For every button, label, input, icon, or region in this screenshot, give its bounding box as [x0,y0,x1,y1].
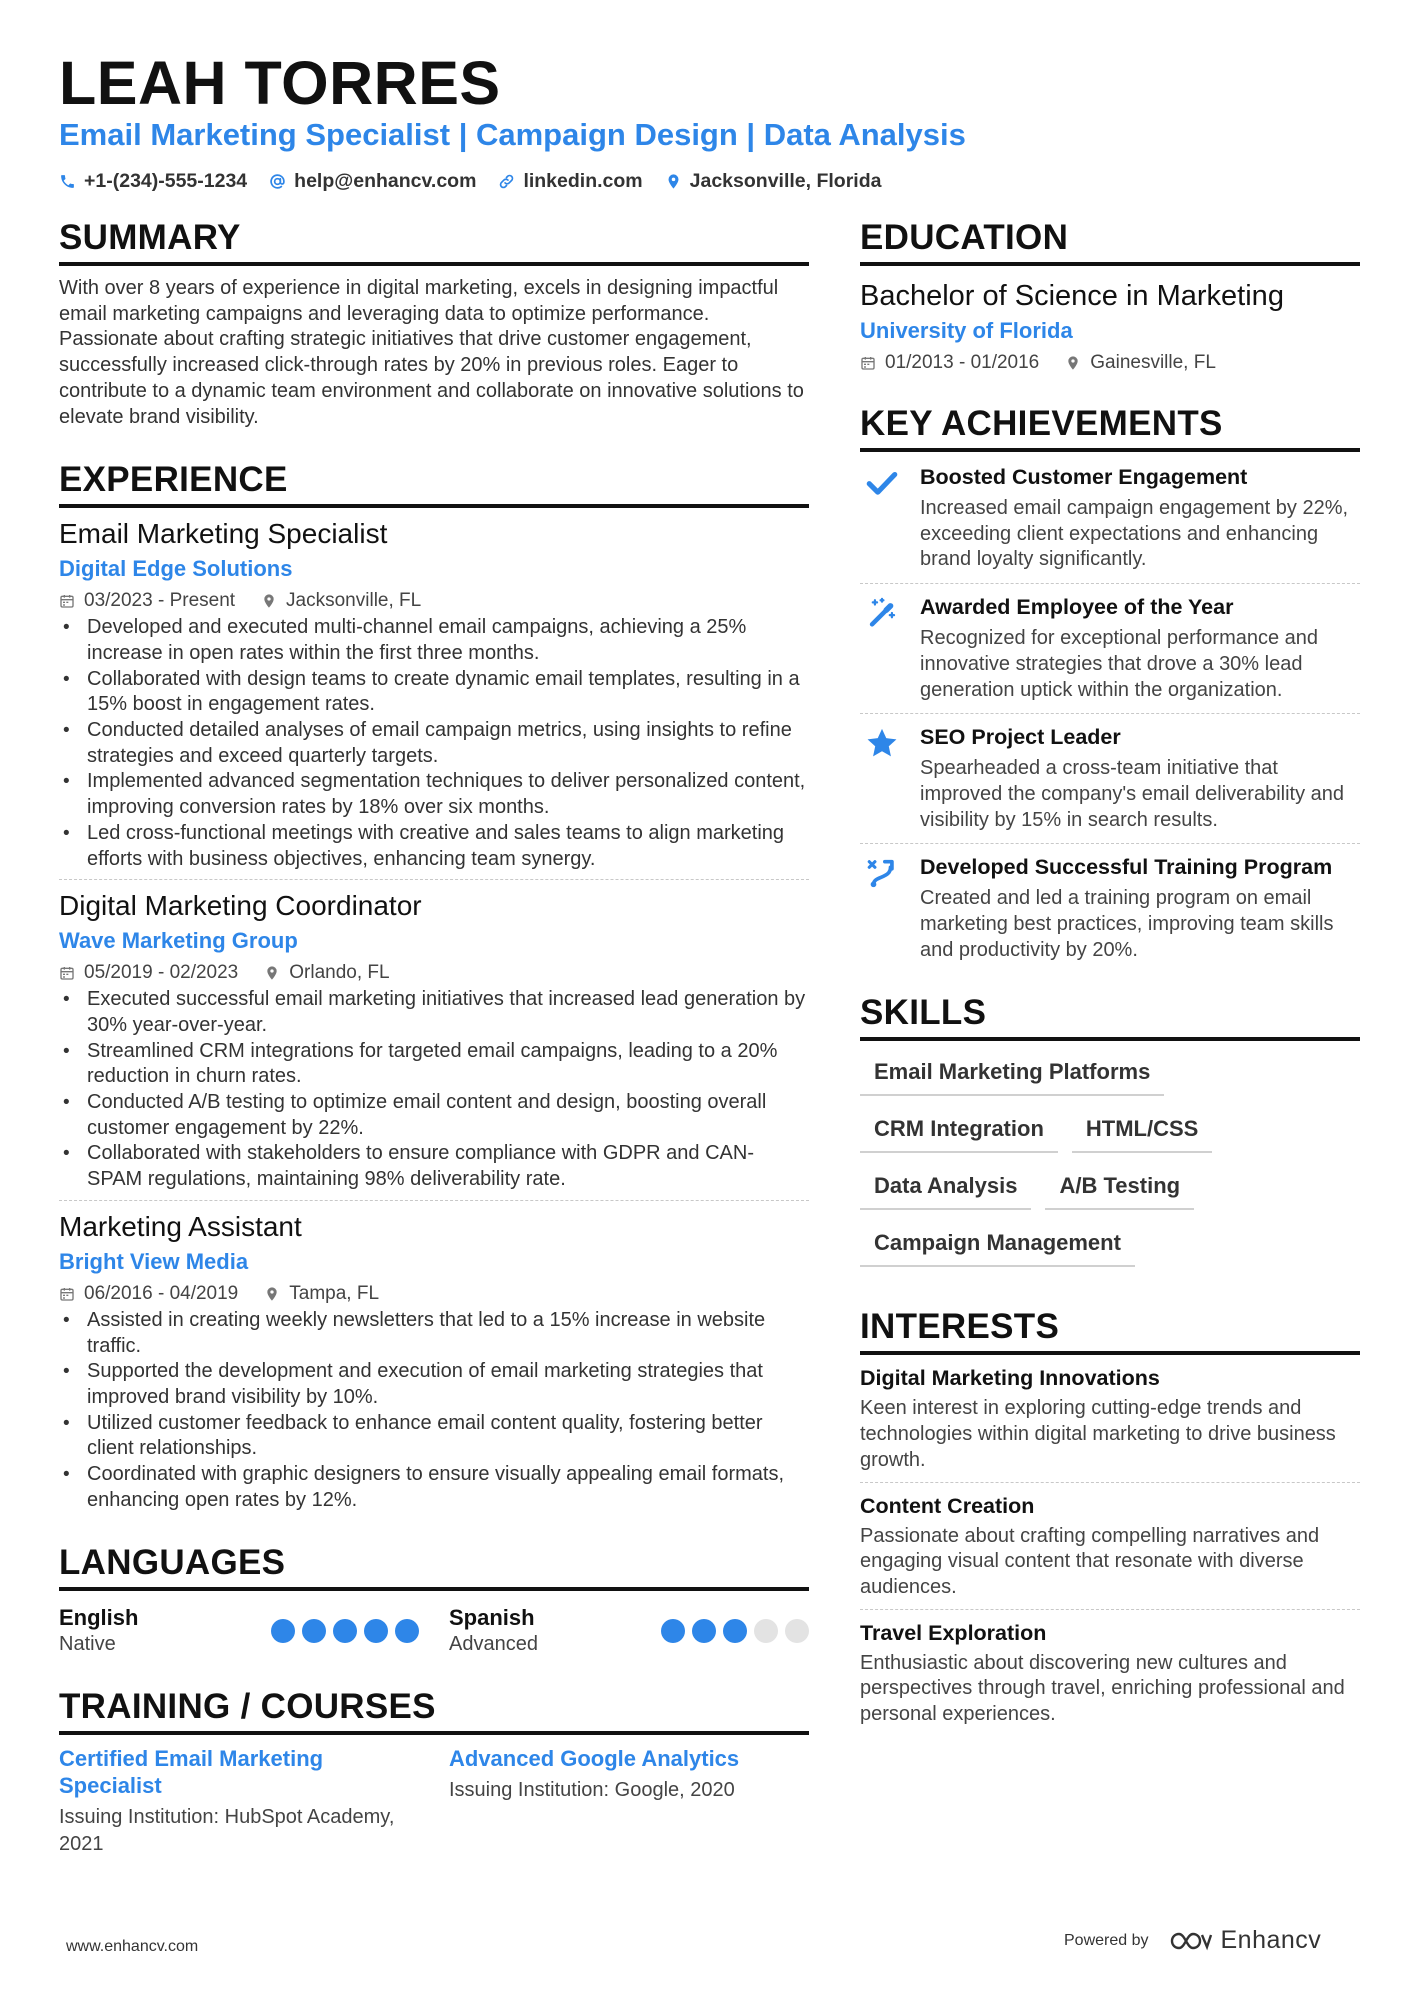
skill-tag: A/B Testing [1045,1167,1194,1210]
education-school: University of Florida [860,318,1073,343]
job-bullet: • Assisted in creating weekly newsletters that led to a 15% increase in website traffic. [59,1308,809,1359]
language-rating [661,1619,809,1643]
right-column [860,218,1360,1736]
contact-location [665,170,882,193]
skill-tag: CRM Integration [860,1110,1058,1153]
achievement-body [920,464,1360,573]
job-location-text: Tampa, FL [289,1282,380,1304]
achievement-title: SEO Project Leader [920,725,1121,750]
summary-heading: SUMMARY [59,218,809,266]
interest-item [860,1482,1360,1609]
job-meta [59,590,809,612]
interest-item [860,1355,1360,1481]
interest-title: Content Creation [860,1493,1035,1518]
job-location [264,962,389,984]
skills-heading: SKILLS [860,993,1360,1041]
job-dates-text: 06/2016 - 04/2019 [84,1282,239,1304]
candidate-name: LEAH TORRES [59,49,501,117]
rating-dot [785,1619,809,1643]
location-pin-icon [264,965,280,981]
achievements-section [860,404,1360,973]
location-pin-icon [261,593,277,609]
job-title: Marketing Assistant [59,1210,302,1242]
achievement-body [920,854,1360,963]
rating-dot [395,1619,419,1643]
rating-dot [692,1619,716,1643]
footer-url[interactable]: www.enhancv.com [66,1938,199,1955]
languages-heading: LANGUAGES [59,1543,809,1591]
achievement-desc: Created and led a training program on email marketing best practices, improving team skills and productivity by 20%. [920,887,1334,961]
skill-tag: Email Marketing Platforms [860,1053,1164,1096]
language-rating [271,1619,419,1643]
job-bullet: • Led cross-functional meetings with creative and sales teams to align marketing efforts with business objectives, enhancing team synergy. [59,821,809,872]
language-name: English [59,1604,139,1630]
job-bullet: • Utilized customer feedback to enhance email content quality, fostering better client relationships. [59,1411,809,1462]
job-entry [59,516,809,879]
job-dates [59,962,238,984]
job-title: Digital Marketing Coordinator [59,890,422,922]
contact-email[interactable] [269,170,476,193]
job-bullet: • Conducted detailed analyses of email campaign metrics, using insights to refine strategies and exceed quarterly targets. [59,718,809,769]
calendar-icon [59,965,75,981]
enhancv-logo-icon [1169,1930,1213,1952]
job-location-text: Jacksonville, FL [286,590,422,612]
candidate-tagline: Email Marketing Specialist | Campaign Design | Data Analysis [59,117,966,152]
summary-text: With over 8 years of experience in digital marketing, excels in designing impactful email marketing campaigns and leveraging data to optimize performance. Passionate about crafting strategic initiatives that drive customer engagement, successfully increased click-through rates by 20% in previous roles. Eager to contribute to a dynamic team environment and collaborate on innovative solutions to elevate brand visibility. [59,277,804,428]
star-icon [860,724,904,833]
course-institution: Issuing Institution: Google, 2020 [449,1778,735,1801]
interest-list [860,1355,1360,1735]
at-sign-icon [269,173,286,190]
interest-desc: Enthusiastic about discovering new cultures and perspectives through travel, enriching professional and personal experiences. [860,1651,1345,1726]
job-bullet: • Conducted A/B testing to optimize email content and design, boosting overall customer engagement by 22%. [59,1090,809,1141]
rating-dot [364,1619,388,1643]
achievement-body [920,594,1360,703]
skills-section [860,993,1360,1281]
language-item [59,1605,419,1657]
phone-icon [59,173,76,190]
job-entry [59,879,809,1200]
skill-tag: Data Analysis [860,1167,1031,1210]
rating-dot [271,1619,295,1643]
calendar-icon [860,355,876,371]
contact-phone[interactable] [59,170,247,193]
job-entry [59,1200,809,1521]
education-degree: Bachelor of Science in Marketing [860,280,1284,312]
skill-tag: Campaign Management [860,1224,1135,1267]
strategy-path-icon [860,854,904,963]
experience-heading: EXPERIENCE [59,460,809,508]
education-dates [860,352,1039,374]
course-list [59,1745,809,1858]
job-bullet: • Implemented advanced segmentation techniques to deliver personalized content, improving conversion rates by 18% over six months. [59,769,809,820]
interest-desc: Keen interest in exploring cutting-edge trends and technologies within digital marketing to drive business growth. [860,1397,1336,1471]
brand-logo[interactable] [1169,1926,1322,1955]
job-bullet: • Supported the development and execution of email marketing strategies that improved brand visibility by 10%. [59,1359,809,1410]
interest-item [860,1609,1360,1736]
language-item [449,1605,809,1657]
language-text [59,1605,138,1657]
job-dates [59,1283,238,1305]
job-location-text: Orlando, FL [289,962,390,984]
job-bullet: • Collaborated with design teams to create dynamic email templates, resulting in a 15% boost in engagement rates. [59,667,809,718]
interests-heading: INTERESTS [860,1307,1360,1355]
achievement-item [860,713,1360,843]
left-column [59,218,809,1858]
job-bullets [59,1308,809,1514]
job-location [261,590,421,612]
footer-brand [1064,1926,1321,1955]
job-bullet: • Collaborated with stakeholders to ensure compliance with GDPR and CAN-SPAM regulations, maintaining 98% deliverability rate. [59,1141,809,1192]
achievement-item [860,583,1360,713]
job-bullet: • Developed and executed multi-channel email campaigns, achieving a 25% increase in open rates within the first three months. [59,615,809,666]
education-meta [860,352,1360,374]
achievement-title: Boosted Customer Engagement [920,465,1248,489]
job-company: Digital Edge Solutions [59,556,293,582]
achievement-title: Awarded Employee of the Year [920,595,1234,620]
magic-wand-icon [860,594,904,703]
achievement-item [860,843,1360,973]
job-bullets [59,987,809,1193]
rating-dot [661,1619,685,1643]
linkedin-text: linkedin.com [523,170,643,192]
training-heading: TRAINING / COURSES [59,1687,809,1735]
skill-tag: HTML/CSS [1072,1110,1212,1153]
job-company: Bright View Media [59,1248,249,1274]
interest-title: Digital Marketing Innovations [860,1366,1160,1391]
job-dates-text: 05/2019 - 02/2023 [84,962,239,984]
rating-dot [754,1619,778,1643]
course-item [449,1745,809,1858]
education-location-text: Gainesville, FL [1090,352,1216,373]
rating-dot [723,1619,747,1643]
summary-section [59,218,809,430]
link-icon [498,173,515,190]
calendar-icon [59,593,75,609]
location-pin-icon [665,173,682,190]
achievement-item [860,454,1360,583]
calendar-icon [59,1286,75,1302]
education-location [1065,352,1216,374]
training-section [59,1687,809,1858]
experience-section [59,460,809,1520]
achievement-desc: Increased email campaign engagement by 22%, exceeding client expectations and enhancing brand loyalty significantly. [920,497,1349,571]
job-dates [59,590,235,612]
email-text: help@enhancv.com [294,170,477,192]
achievement-desc: Recognized for exceptional performance and innovative strategies that drove a 30% lead generation uptick within the organization. [920,627,1319,701]
job-list [59,516,809,1520]
rating-dot [302,1619,326,1643]
language-text [449,1605,538,1657]
job-dates-text: 03/2023 - Present [84,590,236,612]
language-name: Spanish [449,1604,535,1630]
language-level: Advanced [449,1632,538,1655]
education-section [860,218,1360,374]
achievements-heading: KEY ACHIEVEMENTS [860,404,1360,452]
skill-list [860,1053,1360,1281]
powered-by-text: Powered by [1064,1931,1149,1949]
achievement-desc: Spearheaded a cross-team initiative that improved the company's email deliverability and visibility by 15% in search results. [920,757,1345,831]
course-title: Advanced Google Analytics [449,1745,740,1771]
language-level: Native [59,1632,116,1655]
checkmark-icon [860,464,904,573]
location-text: Jacksonville, Florida [689,170,882,192]
location-pin-icon [264,1286,280,1302]
job-company: Wave Marketing Group [59,928,298,954]
education-dates-text: 01/2013 - 01/2016 [885,352,1040,373]
job-bullet: • Streamlined CRM integrations for targeted email campaigns, leading to a 20% reduction in churn rates. [59,1039,809,1090]
achievement-body [920,724,1360,833]
achievement-list [860,454,1360,973]
job-title: Email Marketing Specialist [59,518,388,550]
interests-section [860,1307,1360,1735]
course-institution: Issuing Institution: HubSpot Academy, 2021 [59,1805,395,1855]
job-bullet: • Executed successful email marketing initiatives that increased lead generation by 30% year-over-year. [59,987,809,1038]
education-heading: EDUCATION [860,218,1360,266]
job-bullets [59,615,809,872]
job-meta [59,962,809,984]
job-meta [59,1283,809,1305]
brand-name: Enhancv [1220,1926,1322,1954]
interest-title: Travel Exploration [860,1620,1047,1645]
job-bullet: • Coordinated with graphic designers to ensure visually appealing email formats, enhancing open rates by 12%. [59,1462,809,1513]
course-title: Certified Email Marketing Specialist [59,1745,324,1798]
achievement-title: Developed Successful Training Program [920,855,1333,880]
location-pin-icon [1065,355,1081,371]
phone-text: +1-(234)-555-1234 [84,170,248,192]
contact-linkedin[interactable] [498,170,642,193]
job-location [264,1283,379,1305]
course-item [59,1745,419,1858]
languages-section [59,1543,809,1657]
language-list [59,1605,809,1657]
rating-dot [333,1619,357,1643]
interest-desc: Passionate about crafting compelling narratives and engaging visual content that resonate with diverse audiences. [860,1524,1320,1598]
contact-bar [59,170,881,193]
